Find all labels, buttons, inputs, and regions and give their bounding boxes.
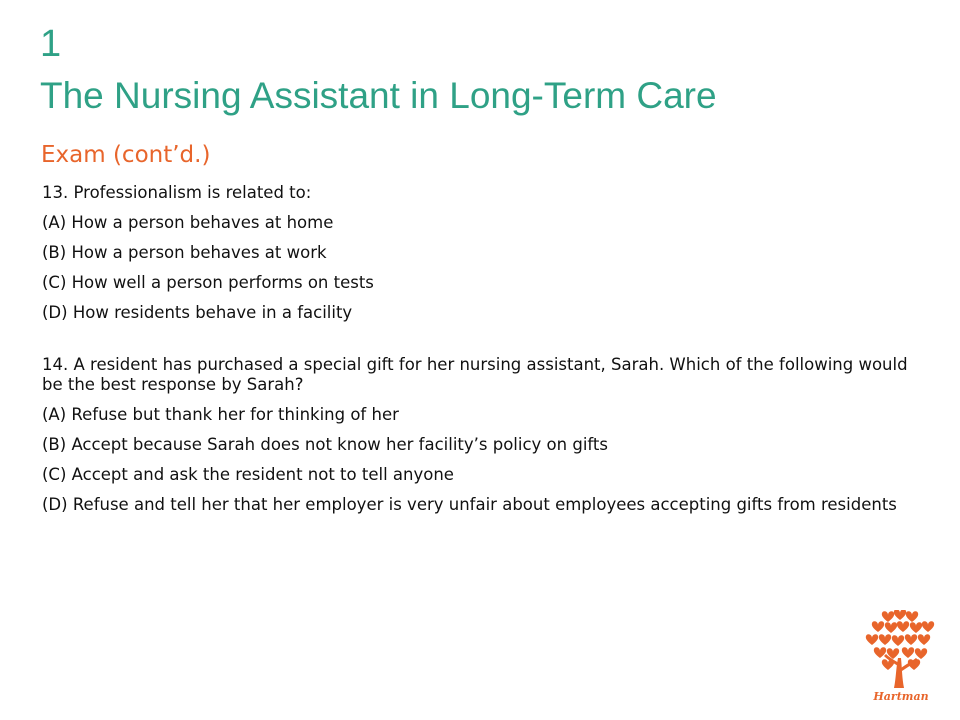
question-13-option-a: (A) How a person behaves at home [42,213,334,232]
question-13-option-d: (D) How residents behave in a facility [42,303,353,322]
question-14 [42,355,922,515]
question-14-stem: 14. A resident has purchased a special gift for her nursing assistant, Sarah. Which of the following would be the best response by Sarah? [42,355,913,394]
question-14-option-d: (D) Refuse and tell her that her employer is very unfair about employees accepting gifts from residents [42,495,897,514]
hartman-logo-text: Hartman [873,690,929,703]
question-13-option-c: (C) How well a person performs on tests [42,273,374,292]
question-13-stem: 13. Professionalism is related to: [42,183,312,202]
chapter-number: 1 [40,23,62,65]
question-13 [42,183,922,323]
question-14-option-b: (B) Accept because Sarah does not know her facility’s policy on gifts [42,435,608,454]
exam-content [42,183,922,525]
question-14-option-c: (C) Accept and ask the resident not to tell anyone [42,465,454,484]
chapter-title: The Nursing Assistant in Long-Term Care [40,75,717,116]
question-13-option-b: (B) How a person behaves at work [42,243,327,262]
question-14-option-a: (A) Refuse but thank her for thinking of her [42,405,399,424]
question-spacer [42,333,922,355]
section-title: Exam (cont’d.) [41,142,211,168]
